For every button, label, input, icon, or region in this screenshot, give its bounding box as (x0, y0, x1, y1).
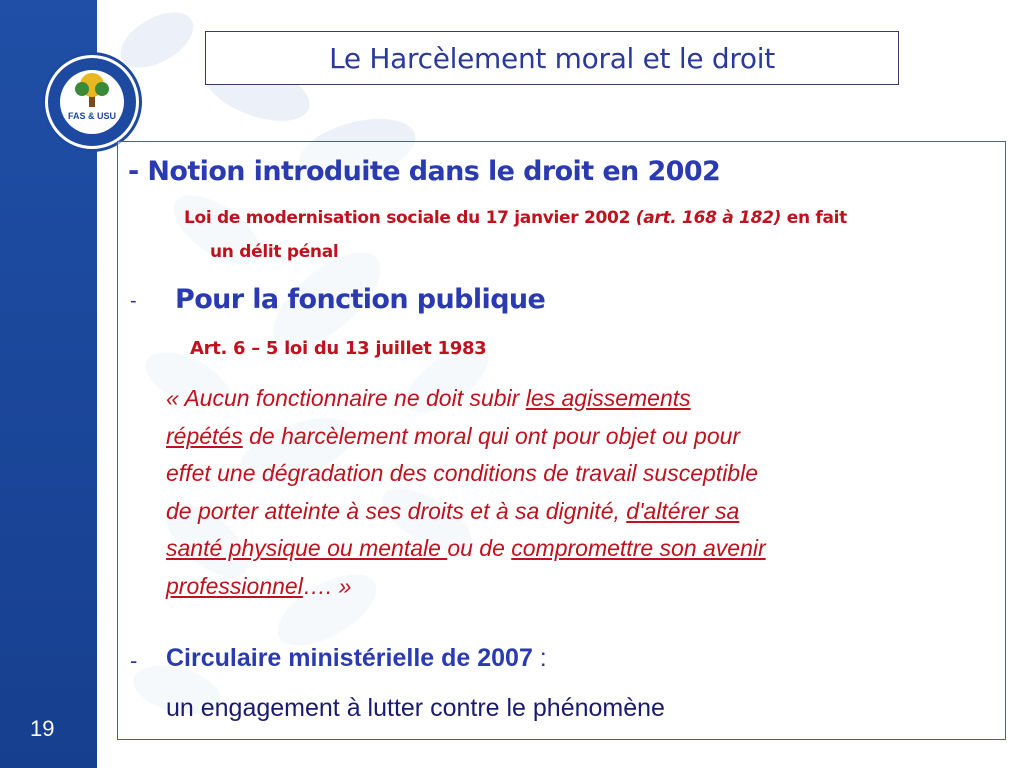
legal-quote (166, 380, 996, 605)
loi-line-2: un délit pénal (210, 242, 339, 262)
fonction-publique-heading: Pour la fonction publique (175, 284, 546, 315)
notion-heading: - Notion introduite dans le droit en 2002 (128, 156, 721, 187)
loi-line-1 (184, 208, 847, 228)
circulaire-heading: Circulaire ministérielle de 2007 : (166, 644, 547, 672)
page-title: Le Harcèlement moral et le droit (329, 41, 775, 75)
loi-text-2: en fait (781, 208, 847, 228)
quote-line-3: effet une dégradation des conditions de travail susceptible (166, 460, 759, 486)
bullet-dash-2: - (130, 648, 138, 673)
title-box (205, 31, 899, 85)
engagement-text: un engagement à lutter contre le phénomène (166, 694, 665, 722)
quote-line-6: professionnel…. » (166, 572, 352, 599)
fas-usu-logo (42, 52, 142, 152)
page-number: 19 (30, 716, 55, 741)
article-6-reference: Art. 6 – 5 loi du 13 juillet 1983 (190, 338, 487, 359)
quote-line-5: santé physique ou mentale ou de compromettre son avenir (166, 535, 766, 561)
loi-article-ref: (art. 168 à 182) (635, 208, 782, 228)
quote-line-4: de porter atteinte à ses droits et à sa dignité, d'altérer sa (166, 497, 740, 524)
loi-text: Loi de modernisation sociale du 17 janvier 2002 (184, 208, 636, 228)
quote-line-1: « Aucun fonctionnaire ne doit subir les agissements (166, 385, 691, 411)
logo-text: FAS & USU (67, 111, 116, 121)
content-box (117, 141, 1006, 740)
quote-line-2: répétés de harcèlement moral qui ont pour objet ou pour (166, 422, 741, 449)
bullet-dash: - (130, 290, 137, 312)
